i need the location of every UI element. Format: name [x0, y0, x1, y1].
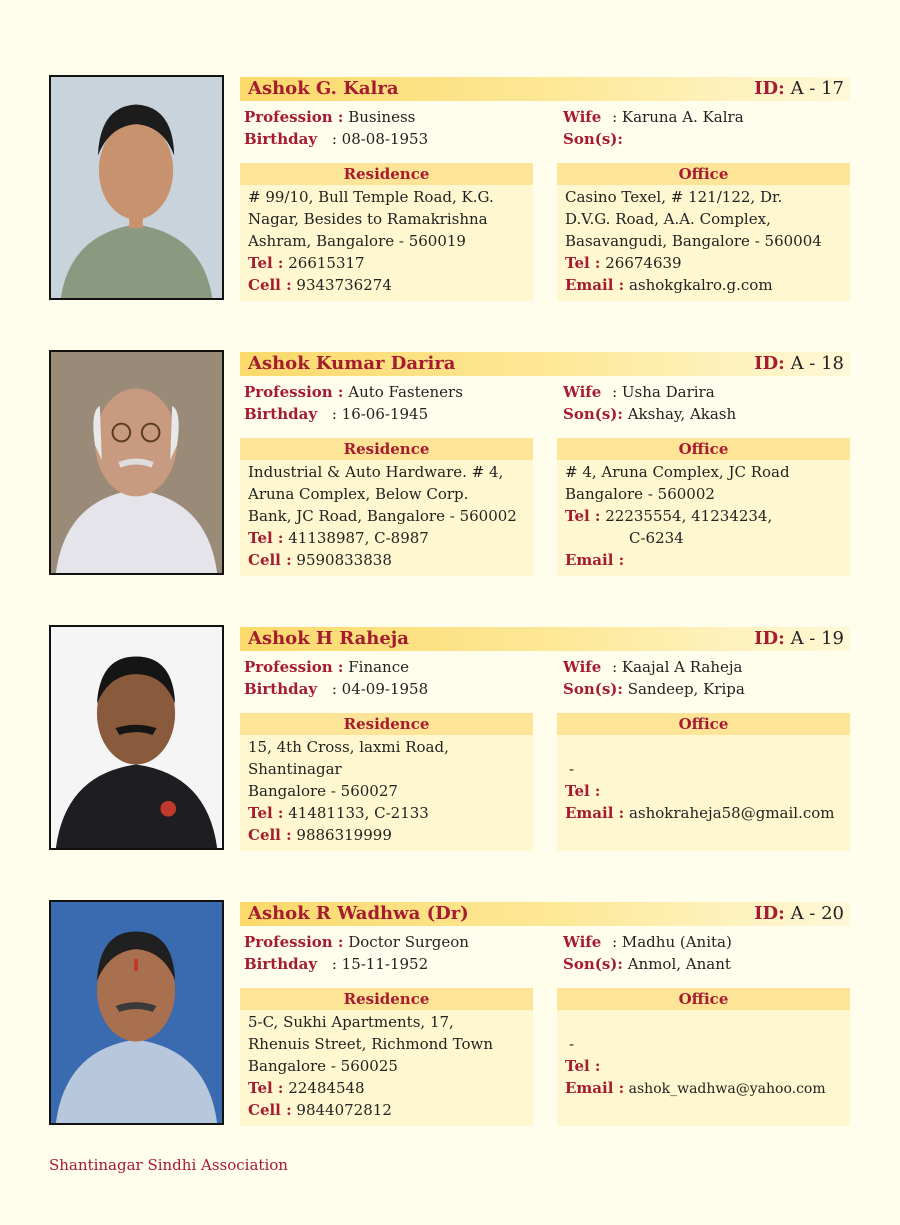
residence-address-line: Bangalore - 560027 [248, 782, 398, 800]
birthday-value: : 04-09-1958 [331, 680, 429, 698]
wife-line [563, 383, 715, 401]
office-address-line: Casino Texel, # 121/122, Dr. [565, 188, 783, 206]
member-name: Ashok H Raheja [248, 628, 409, 649]
member-photo [49, 900, 224, 1125]
cell-label: Cell : [248, 276, 292, 294]
footer-association-name: Shantinagar Sindhi Association [49, 1156, 288, 1174]
cell-value: 9343736274 [296, 276, 392, 294]
residence-tel [248, 529, 429, 547]
cell-label: Cell : [248, 1101, 292, 1119]
office-body [557, 1010, 850, 1126]
email-value: ashokraheja58@gmail.com [628, 804, 835, 822]
residence-body [240, 1010, 533, 1126]
name-bar [240, 352, 850, 376]
tel-value: 41138987, C-8987 [288, 529, 429, 547]
residence-cell [248, 551, 392, 569]
residence-address-line: Bank, JC Road, Bangalore - 560002 [248, 507, 517, 525]
residence-heading: Residence [240, 988, 533, 1010]
wife-label: Wife [563, 658, 602, 676]
wife-label: Wife [563, 933, 602, 951]
office-body [557, 735, 850, 851]
residence-body [240, 460, 533, 576]
id-value: A - 20 [790, 903, 844, 924]
tel-label: Tel : [248, 804, 284, 822]
profession-label: Profession : [244, 108, 344, 126]
birthday-line [244, 130, 428, 148]
office-address-line: - [569, 1035, 575, 1053]
residence-heading: Residence [240, 438, 533, 460]
sons-line [563, 680, 745, 698]
birthday-value: : 15-11-1952 [331, 955, 429, 973]
member-entry [0, 625, 900, 855]
email-label: Email : [565, 551, 625, 569]
cell-value: 9844072812 [296, 1101, 392, 1119]
office-tel [565, 254, 682, 272]
office-heading: Office [557, 438, 850, 460]
id-value: A - 17 [790, 78, 844, 99]
profession-label: Profession : [244, 383, 344, 401]
office-body [557, 185, 850, 301]
cell-label: Cell : [248, 551, 292, 569]
wife-value: : Usha Darira [612, 383, 715, 401]
wife-value: : Karuna A. Kalra [612, 108, 744, 126]
tel-value: 22235554, 41234234, [605, 507, 773, 525]
id-label: ID: [754, 78, 785, 99]
profession-value: Finance [348, 658, 409, 676]
residence-address-line: Ashram, Bangalore - 560019 [248, 232, 466, 250]
member-id [754, 628, 844, 649]
residence-address-line: 15, 4th Cross, laxmi Road, [248, 738, 449, 756]
email-label: Email : [565, 804, 625, 822]
residence-body [240, 185, 533, 301]
office-heading: Office [557, 713, 850, 735]
office-email [565, 1079, 826, 1097]
member-id [754, 903, 844, 924]
office-email [565, 551, 624, 569]
residence-cell [248, 826, 392, 844]
id-value: A - 18 [790, 353, 844, 374]
member-photo [49, 75, 224, 300]
tel-label: Tel : [565, 254, 601, 272]
wife-label: Wife [563, 383, 602, 401]
profession-value: Doctor Surgeon [348, 933, 469, 951]
sons-line [563, 130, 623, 148]
tel-label: Tel : [565, 507, 601, 525]
sons-line [563, 955, 731, 973]
member-entry [0, 75, 900, 305]
residence-heading: Residence [240, 163, 533, 185]
residence-tel [248, 1079, 365, 1097]
residence-tel [248, 804, 429, 822]
id-label: ID: [754, 628, 785, 649]
profession-value: Auto Fasteners [348, 383, 463, 401]
wife-line [563, 658, 742, 676]
office-email [565, 276, 773, 294]
tel-value: 41481133, C-2133 [288, 804, 429, 822]
office-address-line: # 4, Aruna Complex, JC Road [565, 463, 790, 481]
office-address-line: D.V.G. Road, A.A. Complex, [565, 210, 771, 228]
wife-label: Wife [563, 108, 602, 126]
office-tel-continued: C-6234 [629, 529, 684, 547]
member-name: Ashok R Wadhwa (Dr) [248, 903, 469, 924]
residence-cell [248, 276, 392, 294]
member-id [754, 78, 844, 99]
email-label: Email : [565, 276, 625, 294]
residence-address-line: Industrial & Auto Hardware. # 4, [248, 463, 504, 481]
member-entry [0, 350, 900, 580]
birthday-value: : 16-06-1945 [331, 405, 429, 423]
birthday-label: Birthday [244, 955, 318, 973]
tel-label: Tel : [565, 1057, 601, 1075]
residence-address-line: Rhenuis Street, Richmond Town [248, 1035, 494, 1053]
id-value: A - 19 [790, 628, 844, 649]
profession-line [244, 108, 415, 126]
member-entry [0, 900, 900, 1130]
office-email [565, 804, 835, 822]
wife-line [563, 933, 732, 951]
birthday-value: : 08-08-1953 [331, 130, 429, 148]
cell-label: Cell : [248, 826, 292, 844]
member-name: Ashok G. Kalra [248, 78, 399, 99]
sons-label: Son(s): [563, 680, 623, 698]
sons-value: Akshay, Akash [627, 405, 737, 423]
residence-address-line: Aruna Complex, Below Corp. [248, 485, 469, 503]
member-name: Ashok Kumar Darira [248, 353, 456, 374]
tel-value: 26674639 [605, 254, 682, 272]
sons-value: Anmol, Anant [627, 955, 731, 973]
member-photo [49, 350, 224, 575]
residence-address-line: Nagar, Besides to Ramakrishna [248, 210, 488, 228]
profession-value: Business [348, 108, 416, 126]
tel-label: Tel : [248, 1079, 284, 1097]
office-address-line: - [569, 760, 575, 778]
office-heading: Office [557, 163, 850, 185]
residence-address-line: 5-C, Sukhi Apartments, 17, [248, 1013, 454, 1031]
office-tel [565, 782, 600, 800]
name-bar [240, 77, 850, 101]
birthday-label: Birthday [244, 405, 318, 423]
email-value: ashokgkalro.g.com [628, 276, 773, 294]
office-heading: Office [557, 988, 850, 1010]
name-bar [240, 627, 850, 651]
name-bar [240, 902, 850, 926]
office-tel [565, 507, 772, 525]
wife-value: : Madhu (Anita) [612, 933, 732, 951]
member-photo [49, 625, 224, 850]
tel-label: Tel : [248, 529, 284, 547]
sons-line [563, 405, 736, 423]
profession-label: Profession : [244, 933, 344, 951]
office-address-line: Basavangudi, Bangalore - 560004 [565, 232, 822, 250]
residence-cell [248, 1101, 392, 1119]
wife-value: : Kaajal A Raheja [612, 658, 743, 676]
tel-label: Tel : [248, 254, 284, 272]
profession-label: Profession : [244, 658, 344, 676]
birthday-line [244, 680, 428, 698]
profession-line [244, 933, 469, 951]
birthday-label: Birthday [244, 680, 318, 698]
sons-label: Son(s): [563, 955, 623, 973]
birthday-label: Birthday [244, 130, 318, 148]
tel-value: 26615317 [288, 254, 365, 272]
cell-value: 9886319999 [296, 826, 392, 844]
id-label: ID: [754, 353, 785, 374]
birthday-line [244, 955, 428, 973]
member-id [754, 353, 844, 374]
sons-label: Son(s): [563, 130, 623, 148]
residence-address-line: # 99/10, Bull Temple Road, K.G. [248, 188, 494, 206]
residence-body [240, 735, 533, 851]
email-value: ashok_wadhwa@yahoo.com [628, 1081, 826, 1097]
cell-value: 9590833838 [296, 551, 392, 569]
residence-tel [248, 254, 365, 272]
wife-line [563, 108, 744, 126]
profession-line [244, 658, 409, 676]
profession-line [244, 383, 463, 401]
office-body [557, 460, 850, 576]
birthday-line [244, 405, 428, 423]
email-label: Email : [565, 1079, 625, 1097]
tel-value: 22484548 [288, 1079, 365, 1097]
tel-label: Tel : [565, 782, 601, 800]
sons-label: Son(s): [563, 405, 623, 423]
residence-heading: Residence [240, 713, 533, 735]
office-tel [565, 1057, 600, 1075]
residence-address-line: Bangalore - 560025 [248, 1057, 398, 1075]
residence-address-line: Shantinagar [248, 760, 342, 778]
id-label: ID: [754, 903, 785, 924]
sons-value: Sandeep, Kripa [627, 680, 745, 698]
office-address-line: Bangalore - 560002 [565, 485, 715, 503]
